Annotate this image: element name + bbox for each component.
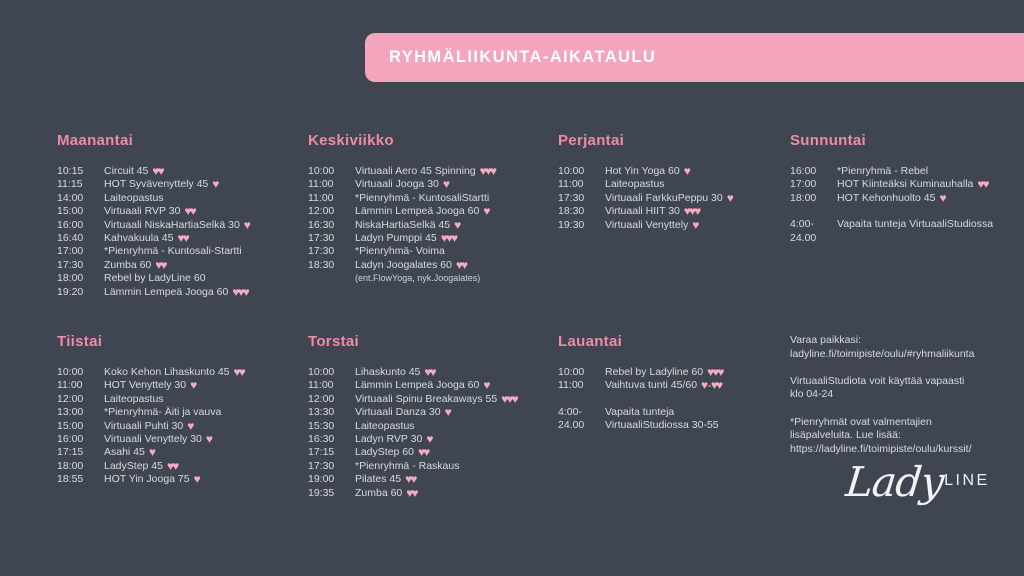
class-time: 11:15 xyxy=(57,178,83,191)
intensity-hearts-icon: ♥ xyxy=(939,190,945,205)
class-time: 11:00 xyxy=(308,191,334,204)
intensity-hearts-icon: ♥♥ xyxy=(233,365,244,379)
class-name: Virtuaali Venyttely 30 xyxy=(104,433,202,446)
class-time: 10:00 xyxy=(558,366,585,378)
day-rows xyxy=(57,165,308,299)
info-text-line: VirtuaaliStudiota voit käyttää vapaasti xyxy=(790,374,965,387)
class-time: 17:30 xyxy=(308,245,335,258)
day-heading: Maanantai xyxy=(57,132,134,149)
class-name: Kahvakuula 45 xyxy=(104,232,174,245)
schedule-row xyxy=(57,433,308,446)
class-time: 16:30 xyxy=(308,218,335,231)
intensity-hearts-icon: ♥ - ♥♥ xyxy=(701,378,722,393)
class-name: NiskaHartiaSelkä 45 xyxy=(355,218,451,231)
intensity-hearts-icon: ♥♥♥ xyxy=(479,164,496,178)
class-name: Rebel by LadyLine 60 xyxy=(104,272,206,285)
day-column-maanantai xyxy=(57,120,308,321)
class-name: Pilates 45 xyxy=(355,473,402,486)
class-name: LadyStep 60 xyxy=(355,446,414,459)
schedule-row xyxy=(308,366,558,379)
class-name: HOT Venyttely 30 xyxy=(104,379,187,392)
info-text-line: lisäpalveluita. Lue lisää: xyxy=(790,429,901,442)
schedule-row xyxy=(558,406,790,433)
intensity-hearts-icon: ♥♥ xyxy=(406,485,417,500)
intensity-hearts-icon: ♥♥♥ xyxy=(683,204,700,219)
intensity-hearts-icon: ♥ xyxy=(442,177,448,192)
class-name: Hot Yin Yoga 60 xyxy=(605,165,680,177)
intensity-hearts-icon: ♥ xyxy=(483,204,489,219)
info-text-line: Varaa paikkasi: xyxy=(790,334,862,346)
schedule-row xyxy=(57,393,308,406)
class-time: 11:00 xyxy=(558,178,584,191)
class-name: *Pienryhmä - Raskaus xyxy=(355,459,460,472)
class-note: (ent.FlowYoga, nyk.Joogalates) xyxy=(355,273,481,284)
intensity-hearts-icon: ♥ xyxy=(726,190,732,205)
intensity-hearts-icon: ♥ xyxy=(454,217,460,232)
schedule-row xyxy=(308,232,558,245)
class-time: 18:30 xyxy=(308,258,335,271)
class-time: 19:30 xyxy=(558,218,585,231)
class-name: Lämmin Lempeä Jooga 60 xyxy=(355,205,480,218)
class-name: HOT Kiinteäksi Kuminauhalla xyxy=(837,178,974,191)
day-heading: Sunnuntai xyxy=(790,132,867,149)
class-time: 13:00 xyxy=(57,406,84,419)
schedule-row xyxy=(57,406,308,419)
class-name: Vaihtuva tunti 45/60 xyxy=(605,379,698,392)
schedule-row xyxy=(308,379,558,392)
schedule-row xyxy=(308,192,558,205)
schedule-row xyxy=(57,446,308,459)
class-name: Virtuaali NiskaHartiaSelkä 30 xyxy=(104,218,240,231)
schedule-row xyxy=(790,218,1024,245)
intensity-hearts-icon: ♥ xyxy=(683,164,689,178)
day-heading: Lauantai xyxy=(558,333,623,350)
schedule-row xyxy=(308,259,558,272)
class-name: Virtuaali RVP 30 xyxy=(104,205,181,218)
schedule-row xyxy=(558,366,790,379)
class-time: 16:00 xyxy=(57,218,84,231)
schedule-row xyxy=(558,205,790,218)
class-name: Ladyn RVP 30 xyxy=(355,433,423,446)
day-heading: Perjantai xyxy=(558,132,625,149)
intensity-hearts-icon: ♥♥ xyxy=(424,365,435,379)
schedule-row xyxy=(308,245,558,258)
class-name: Virtuaali Venyttely xyxy=(605,218,689,231)
day-rows xyxy=(57,366,308,487)
day-rows xyxy=(558,165,790,232)
info-text-line: *Pienryhmät ovat valmentajien xyxy=(790,415,932,428)
schedule-row xyxy=(57,232,308,245)
class-time: 17:15 xyxy=(57,446,84,459)
intensity-hearts-icon: ♥ xyxy=(212,177,218,192)
class-time: 17:30 xyxy=(558,191,585,204)
schedule-row xyxy=(308,178,558,191)
day-column-perjantai xyxy=(558,120,790,321)
day-column-lauantai xyxy=(558,321,790,500)
class-time: 11:00 xyxy=(57,379,83,392)
intensity-hearts-icon: ♥♥ xyxy=(152,164,163,178)
intensity-hearts-icon: ♥♥ xyxy=(155,257,166,272)
schedule-row xyxy=(57,473,308,486)
class-time: 18:55 xyxy=(57,473,84,486)
class-name: Laiteopastus xyxy=(104,392,164,405)
schedule-row xyxy=(308,433,558,446)
class-time: 10:00 xyxy=(308,366,335,378)
schedule-row xyxy=(790,178,1024,191)
day-heading: Keskiviikko xyxy=(308,132,394,149)
intensity-hearts-icon: ♥ xyxy=(187,418,193,433)
class-name: Vapaita tunteja VirtuaaliStudiossa xyxy=(837,218,994,231)
class-time: 15:00 xyxy=(57,205,84,218)
schedule-row xyxy=(57,178,308,191)
schedule-row xyxy=(57,420,308,433)
class-time: 16:00 xyxy=(57,433,84,446)
class-time: 15:30 xyxy=(308,419,335,432)
class-name: Ladyn Joogalates 60 xyxy=(355,258,452,271)
schedule-row xyxy=(558,165,790,178)
schedule-row xyxy=(558,192,790,205)
intensity-hearts-icon: ♥ xyxy=(193,472,199,487)
class-name: *Pienryhmä - Kuntosali-Startti xyxy=(104,245,242,258)
schedule-row xyxy=(558,219,790,232)
intensity-hearts-icon: ♥♥♥ xyxy=(440,231,457,246)
intensity-hearts-icon: ♥ xyxy=(692,217,698,232)
intensity-hearts-icon: ♥ xyxy=(190,378,196,393)
class-name: HOT Kehonhuolto 45 xyxy=(837,191,936,204)
schedule-row xyxy=(57,366,308,379)
class-time: 18:00 xyxy=(57,459,84,472)
class-time: 16:00 xyxy=(790,165,817,177)
intensity-hearts-icon: ♥♥♥ xyxy=(501,391,517,406)
class-name: Virtuaali Spinu Breakaways 55 xyxy=(355,392,498,405)
schedule-row xyxy=(308,487,558,500)
schedule-row xyxy=(308,460,558,473)
class-name: Laiteopastus xyxy=(104,191,164,204)
day-heading: Tiistai xyxy=(57,333,103,350)
schedule-row xyxy=(57,192,308,205)
class-time: 16:40 xyxy=(57,232,84,245)
day-column-tiistai xyxy=(57,321,308,500)
class-time: 12:00 xyxy=(308,205,335,218)
schedule-row xyxy=(558,178,790,191)
class-time: 14:00 xyxy=(57,191,84,204)
day-rows xyxy=(790,165,1024,245)
class-time: 10:00 xyxy=(57,366,84,378)
info-spacer xyxy=(790,361,1024,375)
class-time: 17:30 xyxy=(57,258,84,271)
class-name: Lämmin Lempeä Jooga 60 xyxy=(355,379,480,392)
schedule-row xyxy=(308,406,558,419)
info-spacer xyxy=(790,402,1024,416)
class-name: Circuit 45 xyxy=(104,165,149,177)
class-name: Virtuaali Danza 30 xyxy=(355,406,441,419)
schedule-row xyxy=(308,473,558,486)
class-time: 18:30 xyxy=(558,205,585,218)
page-title: RYHMÄLIIKUNTA-AIKATAULU xyxy=(389,48,657,66)
class-name: LadyStep 45 xyxy=(104,459,163,472)
schedule-row xyxy=(308,219,558,232)
day-rows xyxy=(308,165,558,284)
schedule-row xyxy=(308,165,558,178)
day-column-torstai xyxy=(308,321,558,500)
intensity-hearts-icon: ♥♥ xyxy=(977,177,988,192)
schedule-row xyxy=(57,245,308,258)
schedule-row xyxy=(57,219,308,232)
class-name: Asahi 45 xyxy=(104,446,145,459)
class-time: 4:00- 24.00 xyxy=(558,405,585,432)
intensity-hearts-icon: ♥ xyxy=(243,217,249,232)
class-name: Vapaita tunteja VirtuaaliStudiossa 30-55 xyxy=(605,405,719,432)
logo-caps-text: LINE xyxy=(944,472,990,489)
schedule-row xyxy=(57,205,308,218)
class-name: *Pienryhmä- Äiti ja vauva xyxy=(104,406,222,419)
class-name: Rebel by Ladyline 60 xyxy=(605,366,704,378)
schedule-row xyxy=(558,379,790,392)
intensity-hearts-icon: ♥ xyxy=(444,405,450,420)
intensity-hearts-icon: ♥♥♥ xyxy=(707,365,723,379)
schedule-row xyxy=(57,272,308,285)
intensity-hearts-icon: ♥ xyxy=(205,432,211,447)
class-time: 18:00 xyxy=(57,272,84,285)
ladyline-logo xyxy=(843,458,990,506)
class-name: Ladyn Pumppi 45 xyxy=(355,232,437,245)
schedule-row xyxy=(308,420,558,433)
intensity-hearts-icon: ♥♥ xyxy=(177,231,188,246)
class-time: 17:30 xyxy=(308,459,335,472)
class-time: 12:00 xyxy=(308,392,335,405)
intensity-hearts-icon: ♥ xyxy=(148,445,154,460)
schedule-row xyxy=(57,165,308,178)
intensity-hearts-icon: ♥♥♥ xyxy=(232,284,248,299)
schedule-row xyxy=(308,446,558,459)
class-name: *Pienryhmä - Rebel xyxy=(837,165,929,177)
class-time: 12:00 xyxy=(57,392,84,405)
class-name: Virtuaali Aero 45 Spinning xyxy=(355,165,476,177)
schedule-row xyxy=(308,393,558,406)
schedule-grid xyxy=(57,120,1024,500)
class-time: 18:00 xyxy=(790,191,817,204)
class-name: Zumba 60 xyxy=(104,258,152,271)
intensity-hearts-icon: ♥♥ xyxy=(405,472,416,487)
class-name: HOT Yin Jooga 75 xyxy=(104,473,190,486)
info-text-line: https://ladyline.fi/toimipiste/oulu/kurssit/ xyxy=(790,442,972,455)
info-text-line: ladyline.fi/toimipiste/oulu/#ryhmaliikunta xyxy=(790,347,975,360)
schedule-row xyxy=(57,286,308,299)
class-time: 11:00 xyxy=(558,379,584,392)
class-time: 17:30 xyxy=(308,232,335,245)
class-name: Laiteopastus xyxy=(605,178,665,191)
class-name: HOT Syvävenyttely 45 xyxy=(104,178,209,191)
class-name: Virtuaali Puhti 30 xyxy=(104,419,184,432)
class-time: 17:00 xyxy=(790,178,817,191)
class-name: Laiteopastus xyxy=(355,419,415,432)
day-rows xyxy=(558,366,790,433)
day-heading: Torstai xyxy=(308,333,359,350)
logo-script-text: Lady xyxy=(843,458,946,506)
class-time: 4:00- 24.00 xyxy=(790,218,817,244)
class-time: 10:00 xyxy=(308,165,335,177)
class-name: Zumba 60 xyxy=(355,486,403,499)
class-time: 19:00 xyxy=(308,473,335,486)
day-column-keskiviikko xyxy=(308,120,558,321)
class-name: *Pienryhmä - KuntosaliStartti xyxy=(355,191,490,204)
class-time: 10:15 xyxy=(57,165,84,177)
schedule-row xyxy=(790,165,1024,178)
day-rows xyxy=(308,366,558,500)
class-time: 17:00 xyxy=(57,245,84,258)
schedule-row xyxy=(57,379,308,392)
class-name: *Pienryhmä- Voima xyxy=(355,245,445,258)
class-time: 11:00 xyxy=(308,379,334,392)
class-name: Virtuaali HIIT 30 xyxy=(605,205,680,218)
schedule-row xyxy=(790,192,1024,205)
day-column-sunnuntai xyxy=(790,120,1024,321)
class-name: Virtuaali Jooga 30 xyxy=(355,178,439,191)
intensity-hearts-icon: ♥ xyxy=(483,378,489,393)
class-time: 10:00 xyxy=(558,165,585,177)
schedule-row xyxy=(57,259,308,272)
intensity-hearts-icon: ♥♥ xyxy=(166,458,178,473)
intensity-hearts-icon: ♥♥ xyxy=(455,257,467,272)
class-time: 15:00 xyxy=(57,419,84,432)
class-name: Koko Kehon Lihaskunto 45 xyxy=(104,366,230,378)
class-time: 16:30 xyxy=(308,433,335,446)
class-time: 19:20 xyxy=(57,285,84,298)
intensity-hearts-icon: ♥ xyxy=(426,432,432,447)
class-time: 11:00 xyxy=(308,178,334,191)
intensity-hearts-icon: ♥♥ xyxy=(184,204,195,219)
class-time: 17:15 xyxy=(308,446,335,459)
class-name: Lihaskunto 45 xyxy=(355,366,421,378)
class-time: 19:35 xyxy=(308,486,335,499)
info-text-line: klo 04-24 xyxy=(790,388,834,401)
schedule-row xyxy=(57,460,308,473)
title-banner xyxy=(365,33,1024,82)
intensity-hearts-icon: ♥♥ xyxy=(417,445,429,460)
class-name: Virtuaali FarkkuPeppu 30 xyxy=(605,191,723,204)
schedule-row xyxy=(308,205,558,218)
class-time: 13:30 xyxy=(308,406,335,419)
class-name: Lämmin Lempeä Jooga 60 xyxy=(104,285,229,298)
